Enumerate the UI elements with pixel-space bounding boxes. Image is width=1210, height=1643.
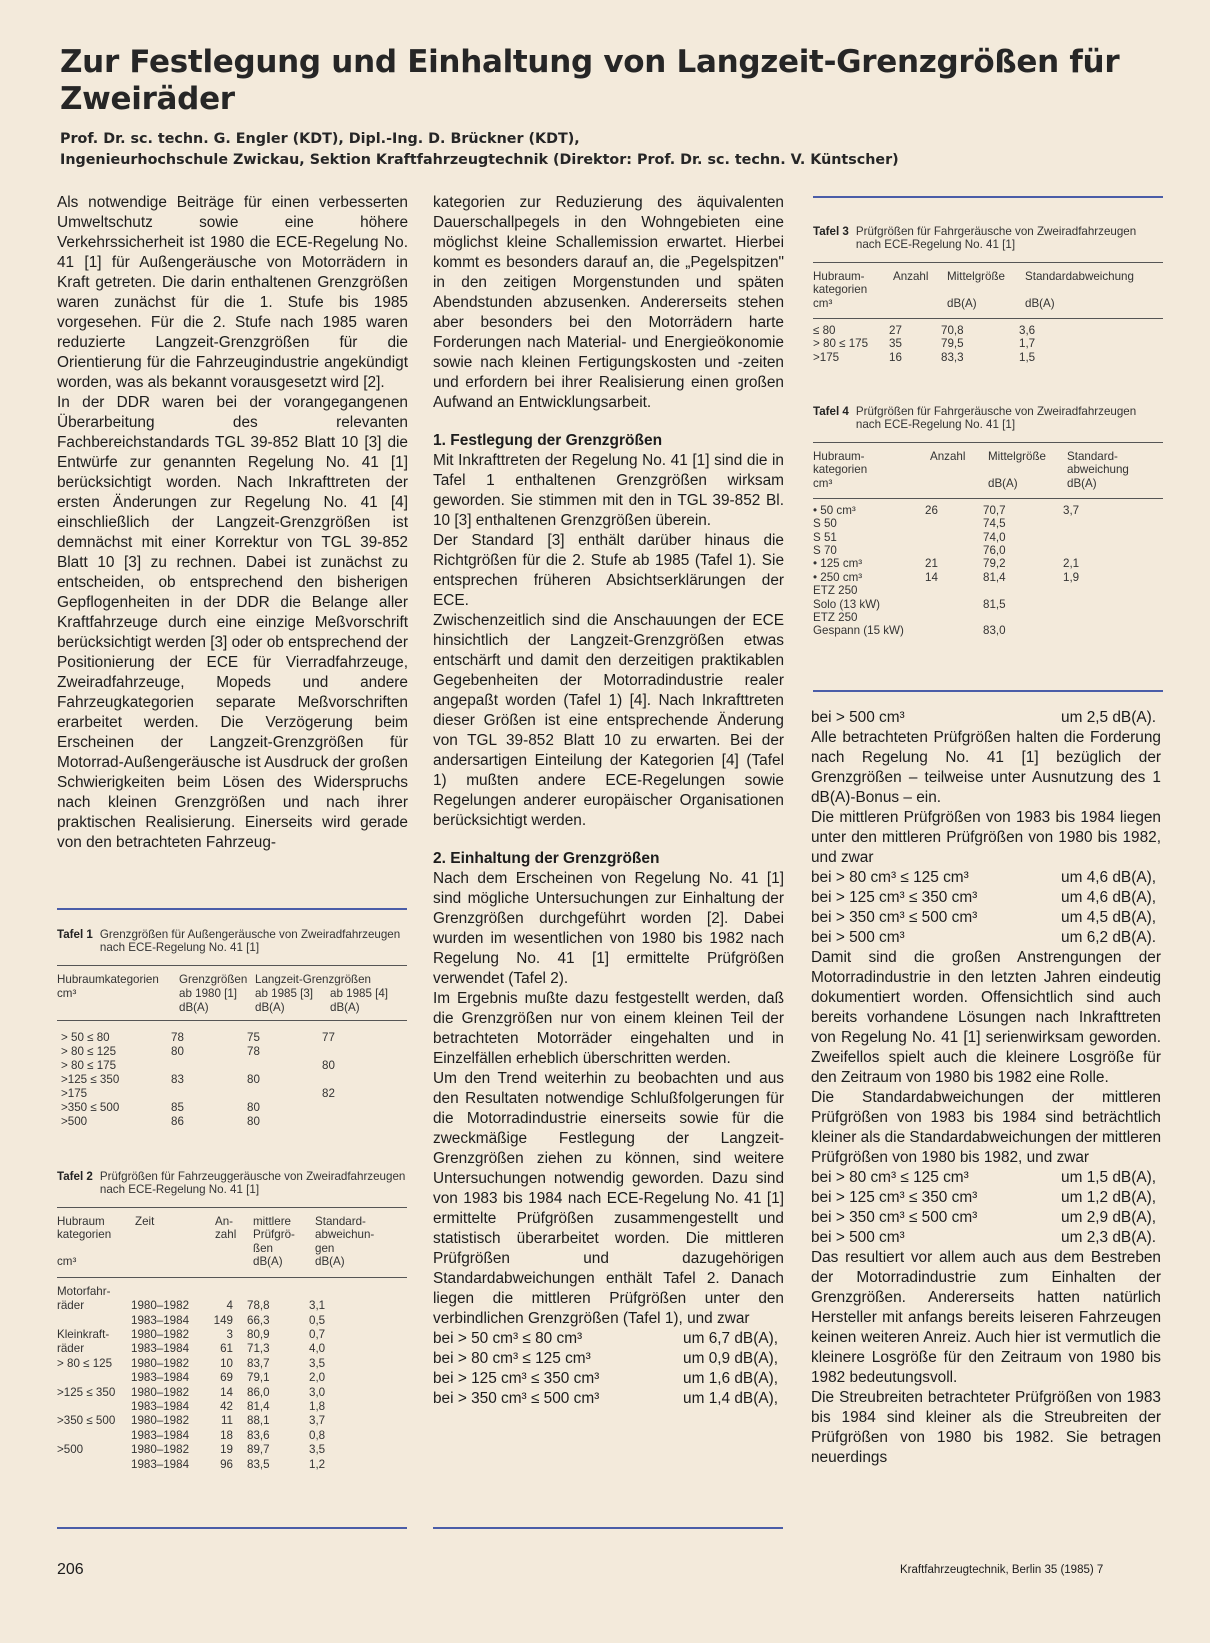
author-names: Prof. Dr. sc. techn. G. Engler (KDT), Dipl.-Ing. D. Brückner (KDT), <box>60 131 580 147</box>
table-cell: 3,5 <box>309 1356 326 1370</box>
table-cell: 0,7 <box>309 1328 326 1341</box>
measure-line: bei > 50 cm³ ≤ 80 cm³ um 6,7 dB(A), <box>433 1330 778 1347</box>
table-cell: 3,7 <box>1063 503 1080 517</box>
table-cell: 82 <box>322 1086 335 1100</box>
table-cell: 70,7 <box>983 503 1006 517</box>
paragraph: Als notwendige Beiträge für einen verbesserten Umweltschutz sowie eine höhere Verkehrssicherheit ist 1980 die ECE-Regelung No. 41 [1] für Außengeräusche von Motorrädern in Kraft getreten. Die darin enthaltenen Grenzgrößen waren zunächst für die 1. Stufe bis 1985 vorgesehen. Für die 2. Stufe nach 1985 waren reduzierte Langzeit-Grenzgrößen für die Orientierung für die Fahrzeugindustrie angekündigt worden, was als bekannt vorausgesetzt wird [2]. <box>57 194 408 391</box>
section-heading: 2. Einhaltung der Grenzgrößen <box>433 850 660 867</box>
table-cell: >175 <box>813 350 840 364</box>
table-cell: 96 <box>220 1457 233 1471</box>
table-row <box>813 571 1163 585</box>
table-cell: 79,1 <box>247 1371 270 1385</box>
paragraph: Im Ergebnis mußte dazu festgestellt werden, daß die Grenzgrößen nur von einem kleinen Teil der betrachteten Motorräder eingehalten und in Einzelfällen erheblich überschritten werden. <box>433 990 784 1067</box>
paragraph: Damit sind die großen Anstrengungen der Motorradindustrie in den letzten Jahren eindeutig dokumentiert worden. Offensichtlich sind auch bereits vorhandene Lösungen nach Inkrafttreten von Regelung No. 41 [1] serienwirksam geworden. Zweifellos spielt auch die kleinere Losgröße für den Zeitraum von 1980 bis 1982 eine Rolle. <box>811 949 1161 1086</box>
table-cell: >125 ≤ 350 <box>61 1072 120 1086</box>
table-cell: 86 <box>171 1114 184 1128</box>
measure-line: bei > 350 cm³ ≤ 500 cm³ um 1,4 dB(A), <box>433 1390 778 1407</box>
table-row <box>57 1299 407 1313</box>
table-cell: 3,1 <box>309 1299 326 1313</box>
table-cell: 80 <box>247 1072 260 1086</box>
table-caption: Grenzgrößen für Außengeräusche von Zweiradfahrzeugen nach ECE-Regelung No. 41 [1] <box>99 928 401 955</box>
measure-line: bei > 80 cm³ ≤ 125 cm³ um 1,5 dB(A), <box>811 1169 1156 1186</box>
table-row <box>57 1045 407 1059</box>
table-cell: 69 <box>220 1371 233 1385</box>
table-cell: >350 ≤ 500 <box>61 1100 120 1114</box>
measure-line: bei > 350 cm³ ≤ 500 cm³ um 2,9 dB(A), <box>811 1209 1156 1226</box>
table-divider-rule <box>813 690 1163 692</box>
table-cell: 83,7 <box>247 1356 270 1370</box>
paragraph: Um den Trend weiterhin zu beobachten und aus den Resultaten notwendige Schlußfolgerungen für die Motorradindustrie einerseits sowie für die zweckmäßige Festlegung der Langzeit-Grenzgrößen ziehen zu können, sind weitere Untersuchungen notwendig geworden. Dazu sind von 1983 bis 1984 nach ECE-Regelung No. 41 [1] ermittelte Prüfgrößen zusammengestellt und statistisch überarbeitet worden. Die mittleren Prüfgrößen und dazugehörigen Standardabweichungen enthält Tafel 2. Danach liegen die mittleren Prüfgrößen unter den verbindlichen Grenzgrößen (Tafel 1), und zwar <box>433 1070 784 1327</box>
table-cell: 83,0 <box>983 624 1006 638</box>
table-row <box>57 1371 407 1385</box>
paragraph: Der Standard [3] enthält darüber hinaus die Richtgrößen für die 2. Stufe ab 1985 (Tafel 1). Sie entsprechen früheren Absichtserklärungen der ECE. <box>433 532 784 609</box>
table-cell: 1980–1982 <box>131 1414 190 1428</box>
journal-citation: Kraftfahrzeugtechnik, Berlin 35 (1985) 7 <box>900 1564 1104 1576</box>
table-cell: Solo (13 kW) <box>813 597 881 611</box>
table-3 <box>813 225 1163 375</box>
measure-line: bei > 80 cm³ ≤ 125 cm³ um 0,9 dB(A), <box>433 1350 778 1367</box>
table-label: Tafel 1 <box>57 928 93 941</box>
table-cell: 81,4 <box>247 1400 270 1413</box>
table-row <box>57 1458 407 1472</box>
paragraph: Nach dem Erscheinen von Regelung No. 41 [1] sind mögliche Untersuchungen zur Einhaltung der Grenzgrößen durchgeführt worden [2]. Dabei wurden im wesentlichen von 1980 bis 1982 nach Regelung No. 41 [1] ermittelte Prüfgrößen verwendet (Tafel 2). <box>433 870 784 987</box>
paragraph: Alle betrachteten Prüfgrößen halten die Forderung nach Regelung No. 41 [1] bezüglich der Grenzgrößen – teilweise unter Ausnutzung des 1 dB(A)-Bonus – ein. <box>811 729 1161 806</box>
table-cell: 0,5 <box>309 1313 326 1327</box>
paragraph: Die mittleren Prüfgrößen von 1983 bis 1984 liegen unter den mittleren Prüfgrößen von 1980 bis 1982, und zwar <box>811 809 1161 866</box>
table-cell: 78,8 <box>247 1299 270 1313</box>
table-cell: 1980–1982 <box>131 1328 190 1341</box>
table-cell: 78 <box>171 1030 184 1044</box>
table-cell: ≤ 80 <box>813 323 836 337</box>
table-header: Hubraum kategorien cm³ Zeit An- zahl mittlere Prüfgrö- ßen dB(A) Standard- abweichun- gen dB(A) <box>57 1205 407 1277</box>
table-cell: 16 <box>889 350 902 364</box>
table-4 <box>813 405 1163 675</box>
author-affiliation: Ingenieurhochschule Zwickau, Sektion Kraftfahrzeugtechnik (Direktor: Prof. Dr. sc. techn. V. Küntscher) <box>60 152 899 168</box>
table-cell: 1,5 <box>1019 350 1036 364</box>
table-cell: 79,2 <box>983 557 1006 571</box>
table-cell: 35 <box>889 337 902 351</box>
table-cell: 1983–1984 <box>131 1342 190 1356</box>
table-divider-rule <box>57 908 407 910</box>
table-cell: 3,6 <box>1019 323 1036 337</box>
table-cell: >175 <box>61 1086 88 1100</box>
table-header: Hubraum- kategorien cm³ Anzahl Mittelgröße dB(A) Standardabweichung dB(A) <box>813 260 1163 308</box>
table-cell: 149 <box>213 1313 233 1327</box>
table-divider-rule <box>813 196 1163 198</box>
table-row <box>57 1314 407 1328</box>
table-caption: Prüfgrößen für Fahrgeräusche von Zweiradfahrzeugen nach ECE-Regelung No. 41 [1] <box>855 225 1137 252</box>
table-cell: 3,7 <box>309 1414 326 1428</box>
table-header: Hubraumkategorien cm³ Grenzgrößen ab 1980 [1] dB(A) Langzeit-Grenzgrößen ab 1985 [3] dB(A) ab 1985 [4] dB(A) <box>57 963 407 1015</box>
table-cell: 3,5 <box>309 1443 326 1457</box>
table-cell: 71,3 <box>247 1342 270 1356</box>
table-row <box>57 1429 407 1443</box>
text-column-1 <box>57 193 408 853</box>
table-cell: S 70 <box>813 544 837 557</box>
table-cell: 2,1 <box>1063 557 1080 571</box>
table-cell: 75 <box>247 1030 260 1044</box>
table-row <box>813 544 1163 558</box>
table-cell: 70,8 <box>941 323 964 337</box>
table-cell: 83 <box>171 1072 184 1086</box>
table-cell: 21 <box>925 557 938 571</box>
table-cell: 4 <box>226 1299 233 1313</box>
table-row <box>813 611 1163 625</box>
table-row <box>57 1115 407 1129</box>
table-row <box>57 1059 407 1073</box>
measure-line: bei > 125 cm³ ≤ 350 cm³ um 4,6 dB(A), <box>811 889 1156 906</box>
table-row <box>57 1400 407 1414</box>
table-row <box>813 351 1163 365</box>
table-cell: >500 <box>61 1114 88 1128</box>
table-row <box>57 1414 407 1428</box>
table-cell: • 250 cm³ <box>813 570 863 584</box>
table-row <box>813 531 1163 545</box>
table-cell: 0,8 <box>309 1428 326 1442</box>
table-cell: 83,3 <box>941 350 964 364</box>
table-cell: 14 <box>220 1385 233 1399</box>
table-cell: 66,3 <box>247 1313 270 1327</box>
table-cell: > 80 ≤ 125 <box>57 1356 113 1370</box>
table-cell: 79,5 <box>941 337 964 351</box>
table-row <box>57 1073 407 1087</box>
table-row <box>813 624 1163 638</box>
table-cell: 80,9 <box>247 1328 270 1341</box>
table-cell: ETZ 250 <box>813 611 858 624</box>
table-cell: 1980–1982 <box>131 1356 190 1370</box>
table-cell: 1,7 <box>1019 337 1036 351</box>
table-cell: räder <box>57 1299 85 1313</box>
table-row <box>57 1087 407 1101</box>
table-row <box>813 337 1163 351</box>
table-cell: 1980–1982 <box>131 1299 190 1313</box>
table-cell: 83,5 <box>247 1457 270 1471</box>
table-label: Tafel 4 <box>813 405 849 418</box>
table-cell: 74,0 <box>983 530 1006 544</box>
table-cell: 1,9 <box>1063 570 1080 584</box>
table-cell: > 80 ≤ 175 <box>61 1058 117 1072</box>
measure-line: bei > 500 cm³ um 2,5 dB(A). <box>811 709 1156 726</box>
table-cell: 18 <box>220 1428 233 1442</box>
table-cell: 42 <box>220 1400 233 1413</box>
table-cell: 85 <box>171 1100 184 1114</box>
table-row <box>813 557 1163 571</box>
author-block <box>60 129 1160 171</box>
table-cell: 10 <box>220 1356 233 1370</box>
table-cell: 1983–1984 <box>131 1313 190 1327</box>
table-cell: 19 <box>220 1443 233 1457</box>
table-cell: S 50 <box>813 517 837 531</box>
table-cell: 83,6 <box>247 1428 270 1442</box>
table-cell: 74,5 <box>983 517 1006 531</box>
table-cell: Gespann (15 kW) <box>813 624 904 638</box>
table-cell: ETZ 250 <box>813 584 858 598</box>
table-header: Hubraum- kategorien cm³ Anzahl Mittelgröße dB(A) Standard- abweichung dB(A) <box>813 440 1163 488</box>
table-cell: • 125 cm³ <box>813 557 863 571</box>
paragraph: In der DDR waren bei der vorangegangenen Überarbeitung des relevanten Fachbereichstandards TGL 39-852 Blatt 10 [3] die Entwürfe zur genannten Regelung No. 41 [1] berücksichtigt worden. Nach Inkrafttreten der ersten Änderungen zur Regelung No. 41 [4] einschließlich der Langzeit-Grenzgrößen ist demnächst mit einer Korrektur von TGL 39-852 Blatt 10 [3] zu rechnen. Dabei ist zunächst zu entscheiden, ob entsprechend den bisherigen Gepflogenheiten in der DDR die Belange aller Kraftfahrzeuge durch eine einzige Meßvorschrift berücksichtigt werden [3] oder ob entsprechend der Positionierung der ECE für Vierradfahrzeuge, Zweiradfahrzeuge, Mopeds und andere Fahrzeugkategorien separate Meßvorschriften erarbeitet werden. Die Verzögerung beim Erscheinen der Langzeit-Grenzgrößen für Motorrad-Außengeräusche ist Ausdruck der großen Schwierigkeiten beim Lösen des Widerspruchs nach kleinen Grenzgrößen und nach ihrer praktischen Realisierung. Einerseits wird gerade von den betrachteten Fahrzeug- <box>57 394 408 851</box>
table-cell: 81,4 <box>983 570 1006 584</box>
table-cell: 80 <box>247 1100 260 1114</box>
table-cell: räder <box>57 1342 85 1356</box>
table-cell: >125 ≤ 350 <box>57 1385 116 1399</box>
table-row <box>813 584 1163 598</box>
text-column-2 <box>433 193 784 1409</box>
paragraph: kategorien zur Reduzierung des äquivalenten Dauerschallpegels in den Wohngebieten eine möglichst kleine Schallemission erwartet. Hierbei kommt es besonders darauf an, die „Pegelspitzen" in den zeitigen Morgenstunden und späten Abendstunden abzusenken. Andererseits stehen aber besonders bei den Motorrädern harte Forderungen nach Material- und Energieökonomie sowie nach kleinen Fertigungskosten und -zeiten und erfordern bei ihrer Realisierung einen großen Aufwand an Entwicklungsarbeit. <box>433 194 784 411</box>
paragraph: Mit Inkrafttreten der Regelung No. 41 [1] sind die in Tafel 1 enthaltenen Grenzgrößen wirksam geworden. Sie stimmen mit den in TGL 39-852 Bl. 10 [3] enthaltenen Grenzgrößen überein. <box>433 452 784 529</box>
table-row <box>57 1386 407 1400</box>
table-cell: 78 <box>247 1044 260 1058</box>
measure-line: bei > 80 cm³ ≤ 125 cm³ um 4,6 dB(A), <box>811 869 1156 886</box>
table-cell: • 50 cm³ <box>813 503 856 517</box>
table-row <box>57 1443 407 1457</box>
table-cell: 76,0 <box>983 544 1006 557</box>
table-cell: 86,0 <box>247 1385 270 1399</box>
table-cell: 77 <box>322 1030 335 1044</box>
table-label: Tafel 3 <box>813 225 849 238</box>
table-cell: 27 <box>889 323 902 337</box>
table-row <box>57 1342 407 1356</box>
table-row <box>57 1031 407 1045</box>
table-divider-rule <box>433 1527 783 1529</box>
paragraph: Das resultiert vor allem auch aus dem Bestreben der Motorradindustrie zum Einhalten der Grenzgrößen. Andererseits hatten natürlich Hersteller mit anfangs bereits leiseren Fahrzeugen keinen weiteren Anreiz. Auch hier ist vermutlich die kleinere Losgröße für den Zeitraum von 1980 bis 1982 bedeutungsvoll. <box>811 1249 1161 1386</box>
table-cell: Kleinkraft- <box>57 1328 110 1341</box>
table-cell: 3,0 <box>309 1385 326 1399</box>
table-row <box>813 324 1163 338</box>
table-cell: 1983–1984 <box>131 1457 190 1471</box>
text-column-3 <box>811 708 1161 1468</box>
table-caption: Prüfgrößen für Fahrzeuggeräusche von Zweiradfahrzeugen nach ECE-Regelung No. 41 [1] <box>99 1170 406 1197</box>
table-row <box>57 1357 407 1371</box>
measure-line: bei > 350 cm³ ≤ 500 cm³ um 4,5 dB(A), <box>811 909 1156 926</box>
measure-line: bei > 500 cm³ um 2,3 dB(A). <box>811 1229 1156 1246</box>
table-label: Tafel 2 <box>57 1170 93 1183</box>
table-cell: Motorfahr- <box>57 1284 111 1298</box>
table-cell: 80 <box>171 1044 184 1058</box>
table-cell: 26 <box>925 503 938 517</box>
table-cell: 3 <box>226 1328 233 1341</box>
table-cell: > 50 ≤ 80 <box>61 1030 110 1044</box>
table-cell: > 80 ≤ 125 <box>61 1044 117 1058</box>
page-number: 206 <box>57 1561 84 1578</box>
table-cell: 61 <box>220 1342 233 1356</box>
table-cell: >500 <box>57 1443 84 1457</box>
table-cell: 88,1 <box>247 1414 270 1428</box>
measure-line: bei > 500 cm³ um 6,2 dB(A). <box>811 929 1156 946</box>
table-cell: 81,5 <box>983 597 1006 611</box>
measure-line: bei > 125 cm³ ≤ 350 cm³ um 1,6 dB(A), <box>433 1370 778 1387</box>
table-cell: 80 <box>247 1114 260 1128</box>
table-row <box>57 1328 407 1342</box>
section-heading: 1. Festlegung der Grenzgrößen <box>433 432 663 449</box>
table-cell: 2,0 <box>309 1371 326 1385</box>
table-cell: 80 <box>322 1058 335 1072</box>
table-cell: 4,0 <box>309 1342 326 1356</box>
table-cell: 1,2 <box>309 1457 326 1471</box>
table-cell: S 51 <box>813 530 837 544</box>
table-cell: 89,7 <box>247 1443 270 1457</box>
table-cell: 1,8 <box>309 1400 326 1413</box>
table-row <box>813 517 1163 531</box>
table-cell: 1983–1984 <box>131 1371 190 1385</box>
table-cell: 1980–1982 <box>131 1443 190 1457</box>
table-cell: 1980–1982 <box>131 1385 190 1399</box>
table-2 <box>57 1170 407 1510</box>
table-divider-rule <box>57 1527 407 1529</box>
table-1 <box>57 928 407 1146</box>
paragraph: Die Streubreiten betrachteter Prüfgrößen von 1983 bis 1984 sind kleiner als die Streubreiten der Prüfgrößen von 1980 bis 1982. Sie betragen neuerdings <box>811 1389 1161 1466</box>
table-cell: >350 ≤ 500 <box>57 1414 116 1428</box>
paragraph: Zwischenzeitlich sind die Anschauungen der ECE hinsichtlich der Langzeit-Grenzgrößen etwas entschärft und damit den derzeitigen praktikablen Gegebenheiten der Motorradindustrie realer angepaßt worden (Tafel 1) [4]. Nach Inkrafttreten dieser Größen ist eine entsprechende Änderung von TGL 39-852 Blatt 10 zu erwarten. Bei der andersartigen Einteilung der Kategorien [4] (Tafel 1) mußten andere ECE-Regelungen sowie Regelungen anderer europäischer Organisationen berücksichtigt werden. <box>433 612 784 829</box>
table-cell: > 80 ≤ 175 <box>813 337 869 351</box>
table-cell: 1983–1984 <box>131 1400 190 1413</box>
article-title: Zur Festlegung und Einhaltung von Langzeit-Grenzgrößen für Zweiräder <box>60 44 1120 117</box>
table-row <box>813 598 1163 612</box>
table-cell: 1983–1984 <box>131 1428 190 1442</box>
paragraph: Die Standardabweichungen der mittleren Prüfgrößen von 1983 bis 1984 sind beträchtlich kleiner als die Standardabweichungen der mittleren Prüfgrößen von 1980 bis 1982, und zwar <box>811 1089 1161 1166</box>
table-row <box>813 504 1163 518</box>
table-cell: 14 <box>925 570 938 584</box>
table-cell: 11 <box>220 1414 233 1428</box>
table-caption: Prüfgrößen für Fahrgeräusche von Zweiradfahrzeugen nach ECE-Regelung No. 41 [1] <box>855 405 1137 432</box>
measure-line: bei > 125 cm³ ≤ 350 cm³ um 1,2 dB(A), <box>811 1189 1156 1206</box>
table-row <box>57 1285 407 1299</box>
table-row <box>57 1101 407 1115</box>
